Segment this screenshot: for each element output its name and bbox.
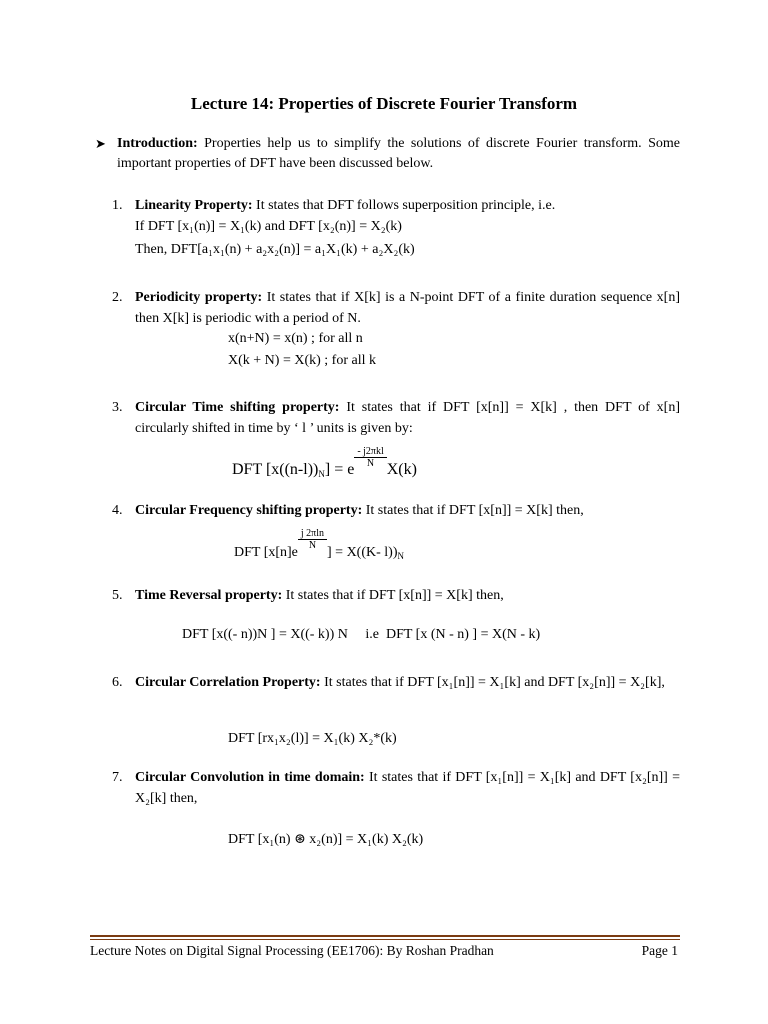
- property-circular-correlation: [112, 672, 680, 693]
- item-number: 7.: [112, 770, 123, 785]
- equation: DFT [x((- n))N ] = X((- k)) N i.e DFT [x (N - n) ] = X(N - k): [182, 627, 541, 642]
- intro-text: Properties help us to simplify the solutions of discrete Fourier transform. Some important properties of DFT have been discussed below.: [117, 136, 680, 171]
- item-text: It states that if DFT [x[n]] = X[k] then,: [365, 503, 584, 518]
- property-circular-convolution: [112, 767, 680, 809]
- item-heading: Linearity Property:: [135, 198, 253, 213]
- footer-divider: [90, 935, 680, 937]
- item-heading: Circular Convolution in time domain:: [135, 770, 365, 785]
- equation: DFT $[x((n-l))_N] = e$ $\frac{\text{- j2πkl}}{N}$ X(k): [232, 446, 417, 479]
- page-number: Page 1: [641, 943, 678, 958]
- item-heading: Time Reversal property:: [135, 588, 283, 603]
- item-text: It states that if DFT [x₁[n]] = X₁[k] and DFT [x₂[n]] = X₂[k] then,: [135, 770, 680, 806]
- item-text: It states that if DFT [x[n]] = X[k] then,: [285, 588, 504, 603]
- item-text: It states that DFT follows superposition principle, i.e.: [256, 198, 556, 213]
- intro-section: [95, 134, 680, 174]
- item-number: 2.: [112, 290, 123, 305]
- item-number: 1.: [112, 198, 123, 213]
- item-number: 3.: [112, 400, 123, 415]
- item-number: 4.: [112, 503, 123, 518]
- item-heading: Circular Frequency shifting property:: [135, 503, 363, 518]
- item-text: It states that if DFT [x₁[n]] = X₁[k] and DFT [x₂[n]] = X₂[k],: [324, 675, 665, 690]
- footer-text: Lecture Notes on Digital Signal Processing (EE1706): By Roshan Pradhan: [90, 943, 494, 958]
- bullet-arrow-icon: ➤: [95, 136, 106, 151]
- property-time-reversal: [112, 585, 680, 606]
- equation: DFT [x[n]e $\frac{j 2\pi\ln}{N}$ ] = X((K- $l))_N$: [234, 528, 404, 561]
- intro-heading: Introduction:: [117, 136, 198, 151]
- property-circular-time-shift: [112, 397, 680, 439]
- equation: x(n+N) = x(n) ; for all n: [228, 331, 363, 346]
- item-text: It states that if X[k] is a N-point DFT of a finite duration sequence x[n] then X[k] is periodic with a period of N.: [135, 290, 680, 326]
- property-linearity: [112, 195, 680, 260]
- property-periodicity: [112, 287, 680, 329]
- item-text: It states that if DFT [x[n]] = X[k] , then DFT of x[n] circularly shifted in time by ‘ l ’ units is given by:: [135, 400, 680, 436]
- property-circular-frequency-shift: [112, 500, 680, 521]
- equation: Then, DFT[a₁x₁(n) + a₂x₂(n)] = a₁X₁(k) + a₂X₂(k): [135, 242, 415, 257]
- item-heading: Periodicity property:: [135, 290, 263, 305]
- equation: If DFT [x₁(n)] = X₁(k) and DFT [x₂(n)] = X₂(k): [135, 219, 402, 234]
- equation: X(k + N) = X(k) ; for all k: [228, 353, 376, 368]
- page-title: Lecture 14: Properties of Discrete Fourier Transform: [190, 94, 578, 113]
- item-number: 6.: [112, 675, 123, 690]
- item-heading: Circular Time shifting property:: [135, 400, 340, 415]
- item-number: 5.: [112, 588, 123, 603]
- item-heading: Circular Correlation Property:: [135, 675, 321, 690]
- equation: DFT [x₁(n) ⊛ x₂(n)] = X₁(k) X₂(k): [228, 832, 424, 847]
- equation: DFT [rx₁x₂(l)] = X₁(k) X₂*(k): [228, 731, 397, 746]
- footer-divider: [90, 939, 680, 940]
